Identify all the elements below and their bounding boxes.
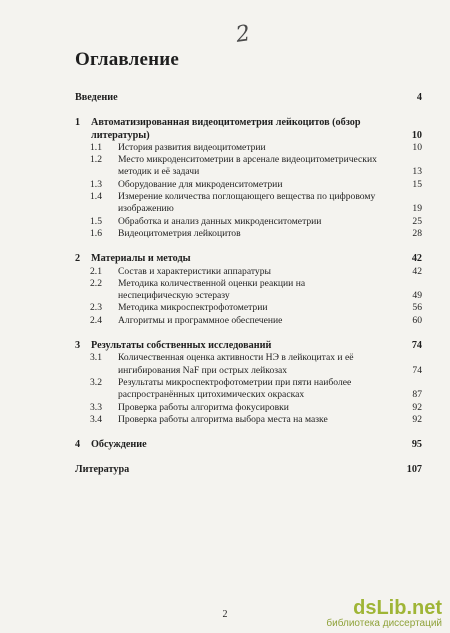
section-page: 15 (412, 178, 422, 190)
section-title: Место микроденситометрии в арсенале видеоцитометрических методик и её задачи (118, 154, 377, 178)
chapter-page: 42 (411, 253, 422, 265)
chapter-number: 2 (75, 253, 81, 265)
watermark-logo: dsLib.net (353, 597, 442, 619)
chapter-page: 95 (411, 439, 422, 451)
section-title: Результаты микроспектрофотометрии при пяти наиболее распространённых цитохимических окрасках (118, 376, 352, 401)
section-page: 92 (412, 413, 422, 425)
section-number: 3.2 (90, 376, 102, 388)
chapter-title: Материалы и методы (91, 253, 191, 265)
toc-section[interactable] (75, 228, 422, 240)
section-page: 56 (412, 302, 422, 314)
toc-section[interactable] (75, 266, 422, 278)
chapter-page: 74 (411, 340, 422, 352)
toc-entry-references[interactable] (75, 464, 422, 476)
toc-section[interactable] (75, 315, 422, 327)
toc-section[interactable] (75, 278, 422, 303)
toc-section[interactable] (75, 216, 422, 228)
toc-chapter[interactable] (75, 253, 422, 265)
toc-entry-page: 4 (416, 92, 422, 103)
section-number: 2.2 (90, 277, 102, 289)
toc-section[interactable] (75, 402, 422, 414)
section-title: Количественная оценка активности НЭ в лейкоцитах и её ингибирования NaF при острых лейкозах (118, 352, 354, 376)
section-page: 25 (412, 215, 422, 227)
section-number: 1.4 (90, 191, 102, 203)
section-page: 10 (412, 141, 422, 153)
section-title: История развития видеоцитометрии (118, 141, 266, 153)
section-number: 3.3 (90, 401, 102, 413)
toc-chapter[interactable] (75, 439, 422, 451)
section-number: 2.4 (90, 314, 102, 326)
chapter-number: 4 (75, 439, 81, 451)
section-title: Оборудование для микроденситометрии (118, 178, 283, 190)
section-page: 28 (412, 227, 422, 239)
toc-section[interactable] (75, 352, 422, 377)
section-number: 1.1 (90, 141, 102, 153)
section-number: 1.6 (90, 227, 102, 239)
toc-section[interactable] (75, 414, 422, 426)
toc-section[interactable] (75, 154, 422, 179)
section-page: 42 (412, 265, 422, 277)
toc-chapter[interactable] (75, 117, 422, 142)
section-number: 2.1 (90, 265, 102, 277)
page-number: 2 (222, 609, 228, 620)
chapter-title: Обсуждение (91, 439, 147, 451)
chapter-title: Автоматизированная видеоцитометрия лейкоцитов (обзор литературы) (91, 117, 361, 141)
section-number: 1.5 (90, 215, 102, 227)
toc-section[interactable] (75, 142, 422, 154)
section-title: Обработка и анализ данных микроденситометрии (118, 215, 322, 227)
chapter-title: Результаты собственных исследований (91, 340, 272, 352)
toc-chapters (75, 117, 422, 464)
toc-section[interactable] (75, 377, 422, 402)
section-page: 92 (412, 401, 422, 413)
section-number: 2.3 (90, 302, 102, 314)
toc-chapter[interactable] (75, 340, 422, 352)
toc-entry-title: Введение (75, 92, 118, 103)
section-page: 49 (412, 290, 422, 302)
chapter-number: 3 (75, 340, 81, 352)
section-number: 1.3 (90, 178, 102, 190)
toc-entry-title: Литература (75, 464, 130, 476)
section-title: Проверка работы алгоритма выбора места на мазке (118, 413, 328, 425)
chapter-page: 10 (411, 129, 422, 141)
section-title: Видеоцитометрия лейкоцитов (118, 227, 241, 239)
section-title: Измерение количества поглощающего вещества по цифровому изображению (118, 191, 376, 215)
section-title: Методика количественной оценки реакции на неспецифическую эстеразу (118, 277, 306, 302)
section-number: 1.2 (90, 154, 102, 166)
toc-heading: Оглавление (75, 49, 180, 70)
toc-section[interactable] (75, 302, 422, 314)
section-page: 19 (412, 203, 422, 215)
section-page: 60 (412, 314, 422, 326)
table-of-contents (75, 92, 422, 477)
chapter-number: 1 (75, 117, 81, 129)
section-page: 74 (412, 364, 422, 376)
section-title: Состав и характеристики аппаратуры (118, 265, 271, 277)
section-number: 3.1 (90, 352, 102, 364)
toc-section[interactable] (75, 191, 422, 216)
section-title: Проверка работы алгоритма фокусировки (118, 401, 289, 413)
section-number: 3.4 (90, 413, 102, 425)
section-title: Методика микроспектрофотометрии (118, 302, 268, 314)
section-page: 87 (412, 389, 422, 401)
toc-entry-page: 107 (406, 464, 422, 476)
handwritten-page-mark: 2 (234, 21, 252, 48)
section-page: 13 (412, 166, 422, 178)
toc-section[interactable] (75, 179, 422, 191)
section-title: Алгоритмы и программное обеспечение (118, 314, 283, 326)
toc-entry-intro[interactable] (75, 92, 422, 104)
watermark-subtitle: библиотека диссертаций (326, 618, 442, 629)
watermark (326, 598, 442, 629)
